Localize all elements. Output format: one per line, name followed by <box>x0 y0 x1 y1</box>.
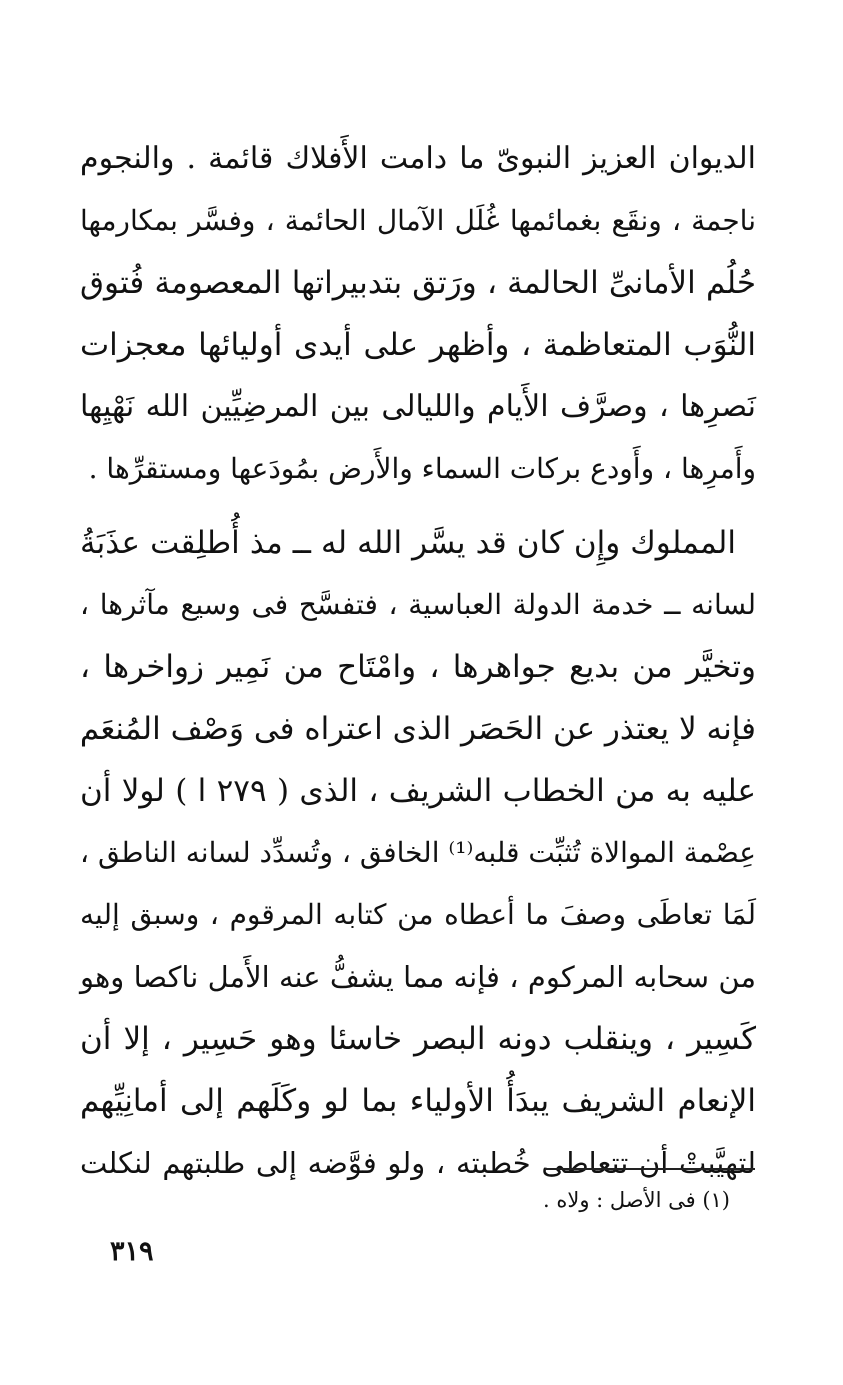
text-line: نَصرِها ، وصرَّف الأَيام والليالى بين المرضِيِّين الله نَهْيِها <box>80 389 756 424</box>
text-line: عِصْمة الموالاة تُثبِّت قلبه⁽¹⁾ الخافق ، وتُسدِّد لسانه الناطق ، <box>80 836 756 869</box>
footnote: (١) فى الأصل : ولاه . <box>542 1188 730 1212</box>
text-line: لَمَا تعاطَى وصفَ ما أعطاه من كتابه المرقوم ، وسبق إليه <box>80 898 756 931</box>
text-line: لتهيَّبتْ أن تتعاطى خُطبته ، ولو فوَّضه إلى طلبتهم لنكلت <box>80 1146 756 1180</box>
text-line: ناجمة ، ونقَع بغمائمها غُلَل الآمال الحائمة ، وفسَّر بمكارمها <box>80 204 756 237</box>
page-number: ٣١٩ <box>110 1236 154 1267</box>
text-line: وتخيَّر من بديع جواهرها ، وامْتَاح من نَمِير زواخرها ، <box>80 649 756 685</box>
text-line: وأَمرِها ، وأَودع بركات السماء والأَرض بمُودَعها ومستقرِّها . <box>88 452 756 485</box>
text-line: النُّوَب المتعاظمة ، وأظهر على أيدى أوليائها معجزات <box>80 327 756 363</box>
text-line: عليه به من الخطاب الشريف ، الذى ( ٢٧٩ ا ) لولا أن <box>80 773 756 809</box>
text-line: فإنه لا يعتذر عن الحَصَر الذى اعتراه فى وَصْف المُنعَم <box>79 711 756 747</box>
paragraph-2 <box>80 512 756 1194</box>
text-line: حُلُم الأمانىِّ الحالمة ، ورَتق بتدبيراتها المعصومة فُتوق <box>80 265 756 301</box>
footnote-divider <box>545 1168 755 1170</box>
paragraph-1 <box>80 128 756 500</box>
text-line: كَسِير ، وينقلب دونه البصر خاسئا وهو حَسِير ، إلا أن <box>80 1021 756 1057</box>
text-line: الإنعام الشريف يبدَأُ الأولياء بما لو وكَلَهم إلى أمانِيِّهم <box>80 1083 756 1119</box>
text-line: المملوك وإِن كان قد يسَّر الله له ــ مذ أُطلِقت عذَبَةُ <box>80 525 736 561</box>
text-line: من سحابه المركوم ، فإنه مما يشفُّ عنه الأَمل ناكصا وهو <box>80 960 756 994</box>
text-line: الديوان العزيز النبوىّ ما دامت الأَفلاك قائمة . والنجوم <box>80 141 756 176</box>
text-line: لسانه ــ خدمة الدولة العباسية ، فتفسَّح فى وسيع مآثرها ، <box>80 588 756 621</box>
